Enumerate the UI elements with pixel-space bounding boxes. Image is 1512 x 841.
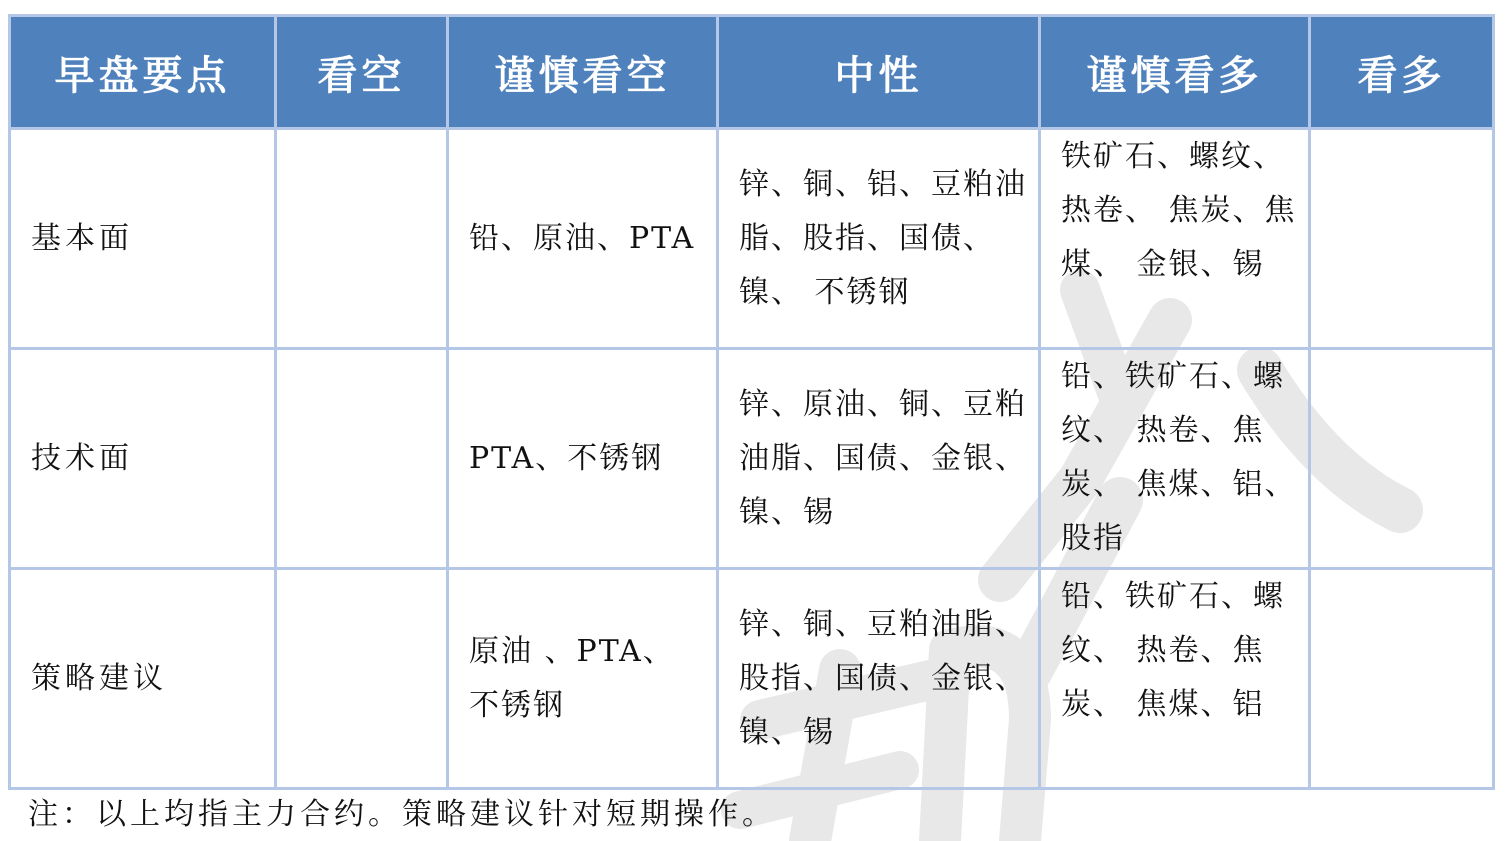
header-bearish: 看空 bbox=[276, 16, 448, 129]
cell-bullish bbox=[1310, 349, 1494, 569]
header-bullish: 看多 bbox=[1310, 16, 1494, 129]
cell-cautious-bullish: 铅、铁矿石、螺纹、 热卷、焦炭、 焦煤、铝 bbox=[1040, 569, 1310, 789]
header-neutral: 中性 bbox=[718, 16, 1040, 129]
cell-bullish bbox=[1310, 129, 1494, 349]
cell-bearish bbox=[276, 349, 448, 569]
row-label: 基本面 bbox=[10, 129, 276, 349]
cell-cautious-bullish: 铅、铁矿石、螺纹、 热卷、焦炭、 焦煤、铝、股指 bbox=[1040, 349, 1310, 569]
cell-bearish bbox=[276, 569, 448, 789]
table-row-technicals bbox=[10, 349, 1494, 569]
header-cautious-bullish: 谨慎看多 bbox=[1040, 16, 1310, 129]
cell-neutral: 锌、铜、铝、豆粕油脂、股指、国债、镍、 不锈钢 bbox=[718, 129, 1040, 349]
table-row-fundamentals bbox=[10, 129, 1494, 349]
cell-neutral: 锌、原油、铜、豆粕油脂、国债、金银、镍、锡 bbox=[718, 349, 1040, 569]
table-row-strategy bbox=[10, 569, 1494, 789]
cell-bullish bbox=[1310, 569, 1494, 789]
cell-cautious-bearish: 铅、原油、PTA bbox=[448, 129, 718, 349]
header-key-points: 早盘要点 bbox=[10, 16, 276, 129]
row-label: 策略建议 bbox=[10, 569, 276, 789]
morning-summary-table bbox=[8, 14, 1495, 790]
cell-bearish bbox=[276, 129, 448, 349]
footnote: 注：以上均指主力合约。策略建议针对短期操作。 bbox=[28, 797, 776, 832]
row-label: 技术面 bbox=[10, 349, 276, 569]
header-cautious-bearish: 谨慎看空 bbox=[448, 16, 718, 129]
cell-neutral: 锌、铜、豆粕油脂、股指、国债、金银、镍、锡 bbox=[718, 569, 1040, 789]
cell-cautious-bearish: 原油 、PTA、不锈钢 bbox=[448, 569, 718, 789]
table-header-row bbox=[10, 16, 1494, 129]
cell-cautious-bullish: 铁矿石、螺纹、热卷、 焦炭、焦煤、 金银、锡 bbox=[1040, 129, 1310, 349]
cell-cautious-bearish: PTA、不锈钢 bbox=[448, 349, 718, 569]
